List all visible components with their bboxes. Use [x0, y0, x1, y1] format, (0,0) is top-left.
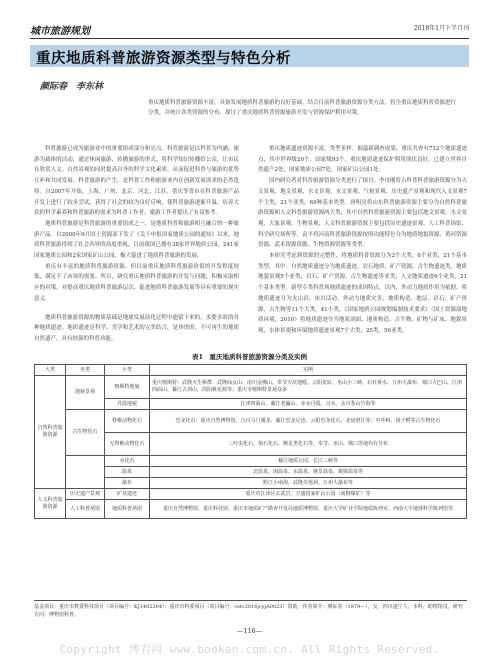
funding-note: 基金项目：重庆市教委科技项目（项目编号：KJ1402204）；重庆市科委项目（项目编号：cstc2016jcyjA0023）资助。作者简介：颜际春（1979—），女，四川遂宁人，本科，助理馆员，研究方向：博物馆科普。: [34, 600, 467, 619]
table-minor-cell: 丹霞地貌: [105, 399, 150, 410]
table-row: [35, 500, 467, 519]
body-paragraph: 科普旅游已成为旅游业中的重要组成部分和亮点。科普旅游是以科普为内涵，旅游为载体的活动，通过休闲旅游，传播旅游的形式，将科学知识传播给公众，让市民在欣赏人文、自然景观的同时提高自身的科学文化素质。从而促进科普与旅游的优势互补和共同发展。科普旅游的产生，是科普工作和旅游业内在创新发展需求的必然选择。自2007年开始，上海、广州、北京、河北、江苏、重庆等省市在科普旅游产品开发上进行了较多尝试，获得了社会的较为良好反响，使科普旅游逐渐升温。培养大众的科学素养和科普旅游的需求为科普工作者、旅游工作者提出了有益参考。: [34, 146, 239, 217]
table-example-cell: 重庆自然博物馆、重庆科技馆、重庆市地质矿产勘查开发局地质博物馆、重庆大学矿业学院地质陈列室、西南大学地球科学陈列馆等: [150, 500, 467, 519]
running-header: [30, 22, 469, 36]
header-rule: [30, 38, 469, 39]
table-example-cell: 北温泉、南温泉、东温泉、统景温泉、铜梁温泉等: [150, 467, 467, 478]
copyright-watermark: Copyright 博看网 www.bookan.com.cn. All Rights Reserved.: [59, 643, 440, 656]
table-header-cell: 小类: [105, 365, 150, 376]
table-minor-cell: 喀斯特地貌: [105, 376, 150, 399]
body-paragraph: 本研究考虑到资源的完整性，将地质科普资源分为2个大类，6个亚类，21个基本类型。其中：自然地质遗迹分为地质遗迹、岩石地质、矿产资源、古生物遗迹类，地质地貌景观5个亚类，岩石、矿产资源、古生物遗迹等亚类；人文地质遗迹6个亚类，21个基本类型。新型专类科普场地质遗迹的成因特点，以内，外动力地质作用为依据，将地质遗迹分为火山岩、冰川活动、外动力地质灾害、地质构造、地层、岩石、矿产资源、古生物等11个大类，41小类。《国家地质公园规划编制技术要求》（国土资源部地质环境，2010）将地质遗迹分为地质剖面、地质构造、古生物、矿物与矿床、地貌景观、水体景观和环境地质遗迹景观7个大类，25类，56亚类。: [258, 253, 468, 334]
table-minor-cell: 温泉: [105, 467, 150, 478]
article-authors: 颜际春 李东林: [40, 82, 104, 92]
table-row: [35, 410, 467, 433]
table-example-cell: 三叶虫化石、菊石化石、腕足类化石等，奉节、巫山、城口等地均有分布: [150, 433, 467, 456]
page-number: —116—: [236, 627, 263, 635]
table-category-cell: 自然科普旅游资源: [35, 376, 66, 489]
body-paragraph: 国内研究者对科普旅游资源分类进行了探讨。李母刚将古科普科普旅游资源分为天文景观、地文景观、水文景观、水文景观、气候景观、历史遗产景观和现代人文景观7个主类，21个亚类，69种基本类型。唐明亮将山东科普旅游资源主要分为自然科普旅游资源和人文科普旅游资源两大类，其中自然科普旅游资源主要包括地文景观、水文景观、天象景观、生物景观；人文科普旅游资源主要包括历史遗迹景观、人工科普场馆、科学研究场所等。袁平将河南科普旅游资源按照功能特色分为地质地貌资源、黄河资源资源、武术资源资源、生物资源资源等类型。: [258, 178, 468, 249]
table-header-row: [35, 365, 467, 376]
table-example-cell: 綦江地质公园、长江三峡等: [150, 456, 467, 467]
table-header-cell: 亚类: [66, 365, 105, 376]
table-example-cell: 重庆市江津区玄武岩、万盛国家矿山公园（南桐煤矿）等: [150, 489, 467, 500]
table-subcategory-cell: 人工科普场馆: [66, 500, 105, 519]
table-example-cell: 恐龙化石：重庆自然博物馆、合川马门溪龙、綦江恐龙足迹、云阳恐龙化石、北碚澄江等；中华鲟、扬子鳄等古生物化石: [150, 410, 467, 433]
table-category-cell: 人文科普旅游资源: [35, 489, 66, 519]
table-minor-cell: 地质科普场馆: [105, 500, 150, 519]
table-example-cell: 重庆喀斯特：武隆天生桥群、武隆仙女山、南川金佛山、奉节天坑地缝、云阳龙缸、巫山小三峡、石柱黄水、万州大瀑布、城口大巴山、江津四面山、綦江古剑山、酉阳桃花源等；重庆市喀斯特景观众多: [150, 376, 467, 399]
table-subcategory-cell: 历史遗产景观: [66, 489, 105, 500]
journal-name: 城市旅游规划: [30, 26, 90, 37]
table-example-cell: 江津四面山、綦江老瀛山、赤水丹霞、习水、永川茶山竹海等: [150, 399, 467, 410]
article-abstract: 重庆地质科普旅游资源丰富，具备发展地质科普旅游的良好基础。结合目前科普旅游资源分类方法，将全重庆地质科普资源进行分类，并统计各类资源的分布，探讨了重庆地质科普资源旅游开发与资源保护利用对策。: [148, 100, 457, 116]
body-column-left: [34, 144, 239, 345]
issue-date: 2018年1月下半月刊: [413, 25, 469, 32]
table-header-cell: 实例: [150, 365, 467, 376]
body-paragraph: 地质科普旅游是科普旅游的重要组成之一，是地质科普和旅游相互融合的一种旅游产品。自2000年9月国土资源部下发了《关于申报国家地质公园的通知》以来，地质科普旅游得到了社会各界的高度重视，目前我国已拥有38家世界地质公园，241家国家地质公园和2家国家矿山公园，极大促进了地质科普旅游的发展。: [34, 220, 239, 260]
body-paragraph: 地质科普旅游资源的物质基础是地球发展演化过程中遗留下来的，多姿多彩的各种地质遗迹。地质遗迹是科学、美学和艺术的完美结合，是珍贵的、不可再生的地质自然遗产，具有较强的科普功能。: [34, 314, 239, 342]
table-minor-cell: 脊椎动物化石: [105, 410, 150, 433]
table-minor-cell: 瀑布: [105, 478, 150, 489]
body-column-right: [258, 144, 467, 337]
table-row: [35, 376, 467, 399]
table-subcategory-cell: 地貌景观: [66, 376, 105, 410]
body-paragraph: 重庆地质遗迹资源丰富，类型多样。据最新调查成果，重庆共查有712个地质遗迹点，其中世界级20个、国家级93个。重庆地质遗迹保护利用现状良好，已建立世界自然遗产2处，国家地质公园7处，国家矿山公园1处。: [258, 146, 467, 174]
classification-table: [34, 364, 467, 519]
table-caption: 表1 重庆地质科普旅游资源分类及实例: [191, 353, 308, 361]
table-minor-cell: 矿业遗迹: [105, 489, 150, 500]
table-subcategory-cell: 古生物化石: [66, 410, 105, 456]
table-row: [35, 456, 467, 467]
table-example-cell: 黔江小南海、武隆芙蓉洞、万州大瀑布等: [150, 478, 467, 489]
table-minor-cell: 水化石: [105, 456, 150, 467]
table-row: [35, 489, 467, 500]
table-header-cell: 大类: [35, 365, 66, 376]
table-subcategory-cell: [66, 456, 105, 489]
article-title: 重庆地质科普旅游资源类型与特色分析: [36, 51, 291, 67]
body-paragraph: 重庆有丰富的地质科普旅游资源，但目前重庆地质科普旅游价值的开发程度较低，满足不了市场的需要。所以，研究重庆地质科普旅游的开发与问题，积极采取相应的对策，对提高重庆地质科普旅游层次、促进地质科普旅游发展等具有重要的现实意义。: [34, 263, 239, 302]
table-minor-cell: 无脊椎动物化石: [105, 433, 150, 456]
